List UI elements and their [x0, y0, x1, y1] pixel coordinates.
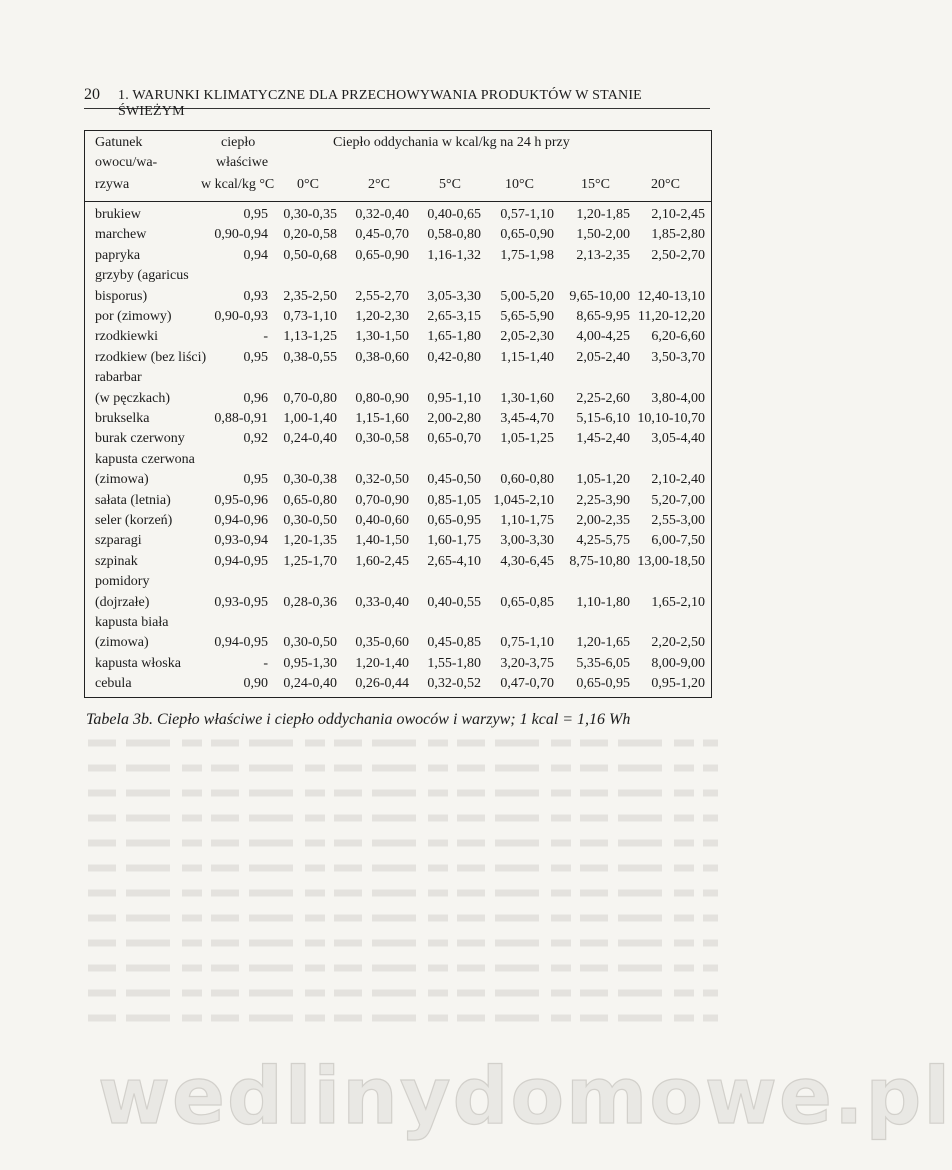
row-respiration-value: 0,38-0,60	[355, 349, 409, 365]
row-specific-heat: 0,95	[243, 207, 268, 222]
row-respiration-value: 0,30-0,50	[283, 513, 337, 528]
row-name: brukiew	[95, 207, 141, 222]
row-respiration-value: 2,05-2,30	[500, 329, 554, 345]
table-row	[85, 676, 711, 696]
table-row	[85, 472, 711, 492]
row-respiration-value: 1,045-2,10	[493, 492, 554, 508]
row-respiration-value: 1,15-1,60	[355, 411, 409, 426]
header-owocu: owocu/wa-	[95, 155, 158, 170]
row-name: brukselka	[95, 411, 150, 426]
row-respiration-value: 5,35-6,05	[576, 655, 630, 671]
row-respiration-value: 1,00-1,40	[283, 411, 337, 426]
row-respiration-value: 1,65-1,80	[427, 329, 481, 345]
header-temp-5: 5°C	[439, 177, 461, 192]
row-respiration-value: 0,65-0,95	[427, 513, 481, 528]
table-row	[85, 452, 711, 472]
row-respiration-value: 2,05-2,40	[576, 349, 630, 365]
row-name: (zimowa)	[95, 635, 149, 651]
row-respiration-value: 0,32-0,52	[427, 676, 481, 692]
row-respiration-value: 3,50-3,70	[651, 349, 705, 365]
row-respiration-value: 0,65-0,70	[427, 431, 481, 447]
row-respiration-value: 2,00-2,80	[427, 411, 481, 426]
row-name: kapusta włoska	[95, 655, 181, 671]
row-respiration-value: 2,20-2,50	[651, 635, 705, 651]
row-respiration-value: 1,20-1,40	[355, 655, 409, 671]
row-name: bisporus)	[95, 288, 148, 304]
header-temp-15: 15°C	[581, 177, 610, 192]
row-respiration-value: 5,15-6,10	[576, 411, 630, 426]
row-respiration-value: 1,60-2,45	[355, 553, 409, 569]
row-respiration-value: 1,10-1,80	[576, 594, 630, 610]
header-wlasciwe: właściwe	[216, 155, 269, 170]
row-respiration-value: 0,58-0,80	[427, 227, 481, 243]
table-row	[85, 227, 711, 247]
row-respiration-value: 3,20-3,75	[500, 655, 554, 671]
table-row	[85, 289, 711, 309]
row-name: por (zimowy)	[95, 309, 172, 324]
row-respiration-value: 10,10-10,70	[637, 411, 705, 426]
row-respiration-value: 0,85-1,05	[427, 492, 481, 508]
table-row	[85, 431, 711, 451]
row-specific-heat: 0,95	[243, 472, 268, 488]
row-respiration-value: 1,20-1,35	[283, 533, 337, 549]
row-respiration-value: 9,65-10,00	[569, 288, 630, 304]
row-respiration-value: 1,75-1,98	[500, 247, 554, 263]
row-respiration-value: 0,70-0,90	[355, 492, 409, 508]
row-respiration-value: 3,45-4,70	[500, 411, 554, 426]
row-respiration-value: 5,65-5,90	[500, 309, 554, 324]
row-respiration-value: 2,55-3,00	[651, 513, 705, 528]
row-respiration-value: 2,00-2,35	[576, 513, 630, 528]
running-head: 1. WARUNKI KLIMATYCZNE DLA PRZECHOWYWANIA PRODUKTÓW W STANIE ŚWIEŻYM	[118, 88, 642, 119]
row-respiration-value: 1,45-2,40	[576, 431, 630, 447]
header-temp-10: 10°C	[505, 177, 534, 192]
row-respiration-value: 0,40-0,60	[355, 513, 409, 528]
row-name: (zimowa)	[95, 472, 149, 488]
page-number: 20	[84, 86, 100, 103]
table-row	[85, 533, 711, 553]
row-specific-heat: -	[263, 329, 268, 345]
row-respiration-value: 0,24-0,40	[283, 676, 337, 692]
row-respiration-value: 1,16-1,32	[427, 247, 481, 263]
watermark: wedlinydomowe.pl	[98, 1052, 952, 1142]
row-respiration-value: 0,65-0,90	[500, 227, 554, 243]
row-respiration-value: 0,95-1,10	[427, 390, 481, 406]
row-name: szparagi	[95, 533, 142, 549]
row-respiration-value: 8,65-9,95	[576, 309, 630, 324]
row-respiration-value: 1,85-2,80	[651, 227, 705, 243]
table-row	[85, 329, 711, 349]
header-gatunek: Gatunek	[95, 135, 143, 150]
row-respiration-value: 0,60-0,80	[500, 472, 554, 488]
table-row	[85, 350, 711, 370]
row-respiration-value: 5,00-5,20	[500, 288, 554, 304]
row-respiration-value: 1,30-1,50	[355, 329, 409, 345]
table-row	[85, 493, 711, 513]
header-respiration: Ciepło oddychania w kcal/kg na 24 h przy	[333, 135, 570, 150]
row-respiration-value: 1,05-1,20	[576, 472, 630, 488]
row-respiration-value: 12,40-13,10	[637, 288, 705, 304]
row-respiration-value: 0,65-0,80	[283, 492, 337, 508]
row-respiration-value: 1,25-1,70	[283, 553, 337, 569]
row-respiration-value: 1,10-1,75	[500, 513, 554, 528]
table-row	[85, 595, 711, 615]
table-row	[85, 391, 711, 411]
table-row	[85, 554, 711, 574]
row-respiration-value: 2,65-3,15	[427, 309, 481, 324]
row-name: rzodkiew (bez liści)	[95, 349, 207, 365]
row-name: pomidory	[95, 574, 150, 590]
row-respiration-value: 2,65-4,10	[427, 553, 481, 569]
row-name: marchew	[95, 227, 147, 243]
table-row	[85, 411, 711, 431]
row-respiration-value: 4,30-6,45	[500, 553, 554, 569]
row-name: kapusta czerwona	[95, 451, 195, 467]
row-respiration-value: 0,32-0,50	[355, 472, 409, 488]
table-row	[85, 615, 711, 635]
header-temp-2: 2°C	[368, 177, 390, 192]
table-row	[85, 656, 711, 676]
row-specific-heat: -	[263, 655, 268, 671]
row-respiration-value: 0,65-0,90	[355, 247, 409, 263]
row-specific-heat: 0,90	[243, 676, 268, 692]
row-respiration-value: 0,50-0,68	[283, 247, 337, 263]
row-respiration-value: 13,00-18,50	[637, 553, 705, 569]
row-respiration-value: 1,50-2,00	[576, 227, 630, 243]
row-respiration-value: 2,35-2,50	[283, 288, 337, 304]
table-row	[85, 635, 711, 655]
row-respiration-value: 1,65-2,10	[651, 594, 705, 610]
row-respiration-value: 0,65-0,85	[500, 594, 554, 610]
row-name: kapusta biała	[95, 615, 169, 630]
row-respiration-value: 0,30-0,38	[283, 472, 337, 488]
row-specific-heat: 0,90-0,94	[214, 227, 268, 243]
row-specific-heat: 0,92	[243, 431, 268, 447]
row-respiration-value: 1,05-1,25	[500, 431, 554, 447]
header-unit: w kcal/kg °C	[201, 177, 275, 192]
row-respiration-value: 3,05-3,30	[427, 288, 481, 304]
row-name: papryka	[95, 247, 141, 263]
row-respiration-value: 1,30-1,60	[500, 390, 554, 406]
row-respiration-value: 2,55-2,70	[355, 288, 409, 304]
row-specific-heat: 0,88-0,91	[214, 411, 268, 426]
row-respiration-value: 0,30-0,35	[283, 207, 337, 222]
row-name: (dojrzałe)	[95, 594, 150, 610]
row-respiration-value: 8,75-10,80	[569, 553, 630, 569]
row-respiration-value: 1,20-2,30	[355, 309, 409, 324]
row-respiration-value: 0,40-0,55	[427, 594, 481, 610]
row-respiration-value: 2,25-3,90	[576, 492, 630, 508]
row-respiration-value: 0,30-0,50	[283, 635, 337, 651]
row-name: szpinak	[95, 553, 138, 569]
row-respiration-value: 3,00-3,30	[500, 533, 554, 549]
row-respiration-value: 0,73-1,10	[283, 309, 337, 324]
row-respiration-value: 5,20-7,00	[651, 492, 705, 508]
table-header	[85, 131, 711, 202]
table-row	[85, 268, 711, 288]
row-specific-heat: 0,95-0,96	[214, 492, 268, 508]
table-row	[85, 574, 711, 594]
row-respiration-value: 1,20-1,65	[576, 635, 630, 651]
row-respiration-value: 6,00-7,50	[651, 533, 705, 549]
row-respiration-value: 3,80-4,00	[651, 390, 705, 406]
row-respiration-value: 8,00-9,00	[651, 655, 705, 671]
row-respiration-value: 0,95-1,30	[283, 655, 337, 671]
page-header	[84, 86, 710, 119]
row-respiration-value: 1,40-1,50	[355, 533, 409, 549]
row-respiration-value: 0,57-1,10	[500, 207, 554, 222]
header-temp-20: 20°C	[651, 177, 680, 192]
row-specific-heat: 0,94	[243, 247, 268, 263]
row-specific-heat: 0,95	[243, 349, 268, 365]
row-specific-heat: 0,94-0,95	[214, 635, 268, 651]
row-respiration-value: 0,26-0,44	[355, 676, 409, 692]
row-name: rzodkiewki	[95, 329, 158, 345]
row-respiration-value: 4,00-4,25	[576, 329, 630, 345]
row-name: sałata (letnia)	[95, 492, 171, 508]
row-name: seler (korzeń)	[95, 513, 173, 528]
row-name: rabarbar	[95, 370, 142, 386]
row-respiration-value: 0,47-0,70	[500, 676, 554, 692]
row-respiration-value: 6,20-6,60	[651, 329, 705, 345]
table-row	[85, 309, 711, 329]
row-respiration-value: 0,45-0,85	[427, 635, 481, 651]
header-rzywa: rzywa	[95, 177, 130, 192]
row-respiration-value: 0,30-0,58	[355, 431, 409, 447]
header-temp-0: 0°C	[297, 177, 319, 192]
bleed-through-lines	[88, 735, 718, 1035]
table-caption: Tabela 3b. Ciepło właściwe i ciepło oddychania owoców i warzyw; 1 kcal = 1,16 Wh	[86, 711, 631, 728]
row-respiration-value: 0,20-0,58	[283, 227, 337, 243]
table-row	[85, 370, 711, 390]
row-respiration-value: 2,25-2,60	[576, 390, 630, 406]
row-name: grzyby (agaricus	[95, 268, 189, 284]
row-respiration-value: 0,32-0,40	[355, 207, 409, 222]
row-respiration-value: 1,15-1,40	[500, 349, 554, 365]
row-name: cebula	[95, 676, 132, 692]
row-respiration-value: 1,20-1,85	[576, 207, 630, 222]
row-respiration-value: 0,45-0,70	[355, 227, 409, 243]
row-respiration-value: 2,10-2,40	[651, 472, 705, 488]
row-specific-heat: 0,93-0,95	[214, 594, 268, 610]
row-respiration-value: 1,13-1,25	[283, 329, 337, 345]
row-specific-heat: 0,93-0,94	[214, 533, 268, 549]
row-respiration-value: 0,45-0,50	[427, 472, 481, 488]
row-respiration-value: 0,33-0,40	[355, 594, 409, 610]
row-respiration-value: 0,95-1,20	[651, 676, 705, 692]
row-respiration-value: 2,50-2,70	[651, 247, 705, 263]
row-respiration-value: 11,20-12,20	[637, 309, 705, 324]
table-row	[85, 207, 711, 227]
row-respiration-value: 0,28-0,36	[283, 594, 337, 610]
row-specific-heat: 0,94-0,95	[214, 553, 268, 569]
data-table	[84, 130, 712, 698]
row-respiration-value: 3,05-4,40	[651, 431, 705, 447]
row-respiration-value: 0,35-0,60	[355, 635, 409, 651]
row-respiration-value: 2,13-2,35	[576, 247, 630, 263]
row-respiration-value: 1,60-1,75	[427, 533, 481, 549]
row-respiration-value: 0,24-0,40	[283, 431, 337, 447]
row-respiration-value: 0,75-1,10	[500, 635, 554, 651]
row-specific-heat: 0,94-0,96	[214, 513, 268, 528]
row-respiration-value: 0,80-0,90	[355, 390, 409, 406]
row-respiration-value: 0,65-0,95	[576, 676, 630, 692]
row-specific-heat: 0,96	[243, 390, 268, 406]
row-specific-heat: 0,93	[243, 288, 268, 304]
row-respiration-value: 2,10-2,45	[651, 207, 705, 222]
row-respiration-value: 0,70-0,80	[283, 390, 337, 406]
row-name: burak czerwony	[95, 431, 185, 447]
row-respiration-value: 0,38-0,55	[283, 349, 337, 365]
row-name: (w pęczkach)	[95, 390, 171, 406]
row-respiration-value: 0,40-0,65	[427, 207, 481, 222]
table-row	[85, 513, 711, 533]
header-cieplo: ciepło	[221, 135, 256, 150]
row-respiration-value: 4,25-5,75	[576, 533, 630, 549]
row-specific-heat: 0,90-0,93	[214, 309, 268, 324]
row-respiration-value: 1,55-1,80	[427, 655, 481, 671]
table-row	[85, 248, 711, 268]
row-respiration-value: 0,42-0,80	[427, 349, 481, 365]
